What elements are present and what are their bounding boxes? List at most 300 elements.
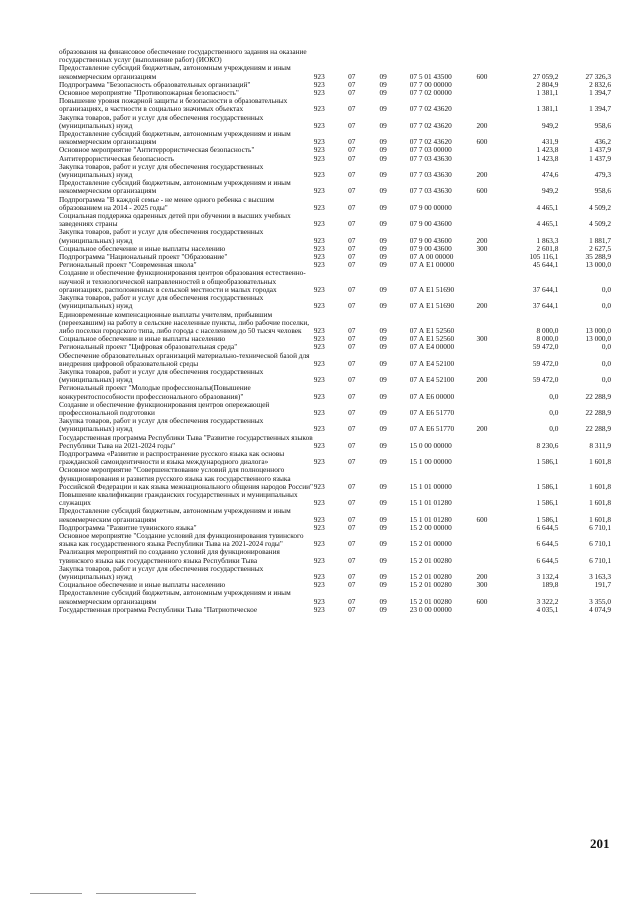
table-row <box>59 565 611 581</box>
row-section: 07 <box>348 514 356 524</box>
row-amount-year2: 6 710,1 <box>589 539 611 549</box>
row-amount-year1: 1 423,8 <box>536 145 559 155</box>
row-name: Предоставление субсидий бюджетным, автономным учреждениям и иным некоммерческим организациям <box>59 178 291 196</box>
row-section: 07 <box>348 440 356 450</box>
row-target-article: 07 5 01 43500 <box>409 71 452 81</box>
row-name: Закупка товаров, работ и услуг для обеспечения государственных (муниципальных) нужд <box>59 366 264 385</box>
row-amount-year1: 1 586,1 <box>536 514 559 524</box>
row-section: 07 <box>348 301 356 311</box>
page-number: 201 <box>590 836 610 851</box>
row-expense-type: 300 <box>476 580 488 590</box>
row-target-article: 15 2 01 00280 <box>409 596 452 606</box>
row-expense-type <box>477 434 503 450</box>
row-target-article: 15 1 00 00000 <box>409 457 452 467</box>
table-row <box>59 179 611 195</box>
row-target-article: 07 А Е1 51690 <box>409 301 455 311</box>
row-amount-year2: 2 627,5 <box>589 243 611 253</box>
row-target-article: 07 7 03 43630 <box>409 186 452 196</box>
row-target-article: 15 2 01 00280 <box>409 555 452 565</box>
bottom-rule-right <box>96 893 196 894</box>
row-grbs <box>314 48 348 64</box>
row-amount-year2: 2 832,6 <box>589 79 611 89</box>
row-section: 07 <box>348 153 356 163</box>
row-expense-type: 600 <box>476 186 488 196</box>
row-grbs: 923 <box>313 522 325 532</box>
row-section: 07 <box>348 235 356 245</box>
row-grbs: 923 <box>313 71 325 81</box>
row-name: Основное мероприятие "Совершенствование условий для полноценного функционирования и развития русского языка как государственного языка Российской Федерации и как языка межнационального общения народов России" <box>59 465 314 491</box>
row-grbs: 923 <box>313 252 325 262</box>
row-grbs: 923 <box>313 219 325 229</box>
row-amount-year1: 2 601,8 <box>536 243 559 253</box>
row-amount-year2: 1 601,8 <box>589 481 611 491</box>
row-subsection: 09 <box>379 522 387 532</box>
row-amount-year1: 6 644,5 <box>536 522 559 532</box>
table-row <box>59 269 611 294</box>
row-amount-year2 <box>558 48 611 64</box>
row-amount-year1: 45 644,1 <box>532 260 559 270</box>
row-grbs: 923 <box>313 235 325 245</box>
row-target-article: 15 1 01 00000 <box>409 481 452 491</box>
row-target-article: 07 7 03 43630 <box>409 153 452 163</box>
row-subsection <box>379 48 409 64</box>
row-name: Государственная программа Республики Тыва "Развитие государственных языков Республики Тыва на 2021-2024 годы" <box>59 432 313 450</box>
row-amount-year2: 0,0 <box>601 358 611 368</box>
row-section: 07 <box>348 539 356 549</box>
table-row <box>59 196 611 212</box>
row-name: Подпрограмма «Развитие и распространение русского языка как основы гражданской самоидентичности и языка международного диалога» <box>59 448 285 467</box>
row-section: 07 <box>348 219 356 229</box>
row-subsection: 09 <box>379 498 387 508</box>
row-grbs: 923 <box>313 79 325 89</box>
row-grbs: 923 <box>313 325 325 335</box>
row-expense-type <box>477 155 503 163</box>
row-amount-year2: 1 881,7 <box>589 235 611 245</box>
row-target-article: 07 7 02 43620 <box>409 137 452 147</box>
row-section: 07 <box>348 334 356 344</box>
row-name: Социальное обеспечение и иные выплаты населению <box>59 580 226 590</box>
row-amount-year1: 8 000,0 <box>536 325 559 335</box>
table-row <box>59 163 611 179</box>
row-grbs: 923 <box>313 481 325 491</box>
row-amount-year2: 4 509,2 <box>589 202 611 212</box>
row-amount-year1: 1 586,1 <box>536 498 559 508</box>
row-subsection: 09 <box>379 243 387 253</box>
row-target-article: 07 А Е6 00000 <box>409 391 455 401</box>
row-amount-year2: 6 710,1 <box>589 522 611 532</box>
row-amount-year1: 59 472,0 <box>532 342 559 352</box>
row-target-article: 07 7 00 00000 <box>409 79 452 89</box>
row-target-article: 07 А Е1 51690 <box>409 284 455 294</box>
row-subsection: 09 <box>379 170 387 180</box>
row-subsection: 09 <box>379 235 387 245</box>
row-amount-year1: 37 644,1 <box>532 284 559 294</box>
row-expense-type: 600 <box>476 514 488 524</box>
row-amount-year2: 1 601,8 <box>589 457 611 467</box>
row-target-article: 07 А Е4 00000 <box>409 342 455 352</box>
row-expense-type <box>477 352 503 368</box>
row-amount-year1: 0,0 <box>549 407 559 417</box>
row-amount-year2: 4 074,9 <box>589 604 611 614</box>
row-expense-type <box>477 311 503 336</box>
row-amount-year2: 958,6 <box>594 120 611 130</box>
row-name: Закупка товаров, работ и услуг для обеспечения государственных (муниципальных) нужд <box>59 227 264 245</box>
row-expense-type <box>477 548 503 564</box>
row-amount-year2: 958,6 <box>594 186 611 196</box>
row-subsection: 09 <box>379 596 387 606</box>
row-name: Основное мероприятие "Антитеррористическая безопасность" <box>59 145 255 155</box>
row-name: Региональный проект "Современная школа" <box>59 260 197 270</box>
row-expense-type <box>477 524 503 532</box>
row-expense-type: 600 <box>476 137 488 147</box>
row-section: 07 <box>348 555 356 565</box>
row-subsection: 09 <box>379 145 387 155</box>
row-section: 07 <box>348 79 356 89</box>
row-name: Социальное обеспечение и иные выплаты населению <box>59 243 226 253</box>
row-expense-type: 200 <box>476 375 488 385</box>
table-row <box>59 64 611 80</box>
row-amount-year1: 6 644,5 <box>536 539 559 549</box>
row-amount-year1: 1 586,1 <box>536 457 559 467</box>
row-target-article: 07 А 00 00000 <box>409 252 454 262</box>
row-name: Антитеррористическая безопасность <box>59 153 175 163</box>
budget-table <box>59 48 611 614</box>
row-grbs: 923 <box>313 604 325 614</box>
row-amount-year2: 436,2 <box>594 137 611 147</box>
row-amount-year1: 0,0 <box>549 424 559 434</box>
row-amount-year1: 4 465,1 <box>536 202 559 212</box>
row-subsection: 09 <box>379 71 387 81</box>
row-target-article: 07 9 00 43600 <box>409 243 452 253</box>
row-expense-type <box>477 466 503 491</box>
row-grbs: 923 <box>313 301 325 311</box>
row-name: Социальное обеспечение и иные выплаты населению <box>59 334 226 344</box>
row-expense-type <box>477 491 503 507</box>
row-subsection: 09 <box>379 219 387 229</box>
row-grbs: 923 <box>313 539 325 549</box>
row-expense-type <box>477 532 503 548</box>
row-section: 07 <box>348 596 356 606</box>
row-grbs: 923 <box>313 243 325 253</box>
row-target-article: 07 А Е4 52100 <box>409 375 455 385</box>
table-row <box>59 507 611 523</box>
row-expense-type: 200 <box>476 235 488 245</box>
row-name: Единовременные компенсационные выплаты учителям, прибывшим (переехавшим) на работу в сельские населенные пункты, либо рабочие поселки, либо поселки городского типа, либо города с населением до 50 тысяч человек <box>59 309 310 335</box>
row-section: 07 <box>348 325 356 335</box>
row-name: Подпрограмма "Безопасность образовательных организаций" <box>59 79 251 89</box>
row-grbs: 923 <box>313 342 325 352</box>
row-grbs: 923 <box>313 145 325 155</box>
row-subsection: 09 <box>379 137 387 147</box>
row-grbs: 923 <box>313 580 325 590</box>
row-grbs: 923 <box>313 284 325 294</box>
table-row <box>59 532 611 548</box>
row-grbs: 923 <box>313 572 325 581</box>
row-section: 07 <box>348 604 356 614</box>
row-name: Повышение квалификации гражданских государственных и муниципальных служащих <box>59 489 298 508</box>
row-section: 07 <box>348 481 356 491</box>
row-amount-year2: 479,3 <box>594 170 611 180</box>
row-expense-type <box>477 81 503 89</box>
row-amount-year1: 4 035,1 <box>536 604 559 614</box>
row-subsection: 09 <box>379 539 387 549</box>
row-grbs: 923 <box>313 375 325 385</box>
row-section: 07 <box>348 498 356 508</box>
row-section: 07 <box>348 260 356 270</box>
row-expense-type <box>477 401 503 417</box>
table-row <box>59 130 611 146</box>
row-section: 07 <box>348 342 356 352</box>
row-target-article: 07 9 00 43600 <box>409 219 452 229</box>
row-name: Региональный проект "Цифровая образовательная среда" <box>59 342 238 352</box>
row-expense-type: 200 <box>476 170 488 180</box>
row-target-article: 15 2 01 00280 <box>409 580 452 590</box>
table-row <box>59 48 611 64</box>
row-amount-year1: 4 465,1 <box>536 219 559 229</box>
row-target-article <box>410 48 477 64</box>
row-expense-type <box>477 146 503 154</box>
row-grbs: 923 <box>313 88 325 98</box>
row-amount-year1: 474,6 <box>541 170 559 180</box>
row-expense-type <box>477 450 503 466</box>
bottom-rule-left <box>30 893 82 894</box>
row-subsection: 09 <box>379 481 387 491</box>
row-section: 07 <box>348 137 356 147</box>
row-target-article: 07 А Е4 52100 <box>409 358 455 368</box>
row-name: Основное мероприятие "Создание условий для функционирования тувинского языка как государственного языка Республики Тыва на 2021-2024 годы" <box>59 530 304 549</box>
row-amount-year2: 13 000,0 <box>585 334 611 344</box>
table-row <box>59 401 611 417</box>
row-expense-type: 600 <box>476 596 488 606</box>
budget-table-body <box>59 48 611 614</box>
row-target-article: 15 1 01 01280 <box>409 514 452 524</box>
row-section: 07 <box>348 88 356 98</box>
row-target-article: 15 0 00 00000 <box>409 440 452 450</box>
row-subsection: 09 <box>379 284 387 294</box>
row-grbs: 923 <box>313 170 325 180</box>
row-expense-type <box>477 343 503 351</box>
row-grbs: 923 <box>313 186 325 196</box>
row-amount-year1: 59 472,0 <box>532 358 559 368</box>
row-amount-year1: 37 644,1 <box>532 301 559 311</box>
row-expense-type <box>477 212 503 228</box>
row-name: Региональный проект "Молодые профессионалы(Повышение конкурентоспособности профессионального образования)" <box>59 383 251 401</box>
row-grbs: 923 <box>313 260 325 270</box>
row-expense-type <box>477 196 503 212</box>
row-amount-year2: 1 437,9 <box>589 145 611 155</box>
row-amount-year1: 27 059,2 <box>532 71 559 81</box>
table-row <box>59 114 611 130</box>
row-name: Подпрограмма "Национальный проект "Образование" <box>59 252 228 262</box>
row-name: Реализация мероприятий по созданию условий для функционирования тувинского языка как государственного языка Республики Тыва <box>59 547 280 565</box>
table-row <box>59 352 611 368</box>
row-subsection: 09 <box>379 604 387 614</box>
row-grbs: 923 <box>313 120 325 130</box>
row-section <box>348 48 379 64</box>
row-amount-year2: 3 355,0 <box>589 596 611 606</box>
row-amount-year1: 189,8 <box>541 580 559 590</box>
row-amount-year2: 1 394,7 <box>589 104 611 114</box>
row-expense-type: 200 <box>476 572 488 581</box>
row-grbs: 923 <box>313 555 325 565</box>
row-amount-year2: 13 000,0 <box>585 260 611 270</box>
row-subsection: 09 <box>379 391 387 401</box>
row-amount-year2: 27 326,3 <box>585 71 611 81</box>
row-target-article: 07 А Е1 00000 <box>409 260 455 270</box>
row-section: 07 <box>348 202 356 212</box>
row-section: 07 <box>348 358 356 368</box>
row-subsection: 09 <box>379 301 387 311</box>
row-name: Государственная программа Республики Тыва "Патриотическое <box>59 604 258 614</box>
row-subsection: 09 <box>379 342 387 352</box>
row-name: образования на финансовое обеспечение государственного задания на оказание государственных услуг (выполнение работ) (ИОКО) <box>59 47 307 65</box>
row-section: 07 <box>348 391 356 401</box>
row-amount-year1: 949,2 <box>541 186 559 196</box>
row-amount-year2: 1 437,9 <box>589 153 611 163</box>
row-target-article: 07 9 00 00000 <box>409 202 452 212</box>
row-target-article: 07 А Е1 52560 <box>409 325 455 335</box>
row-section: 07 <box>348 145 356 155</box>
table-row <box>59 548 611 564</box>
row-amount-year2: 1 601,8 <box>589 498 611 508</box>
row-subsection: 09 <box>379 252 387 262</box>
table-row <box>59 491 611 507</box>
row-amount-year1: 1 381,1 <box>536 88 559 98</box>
row-name: Создание и обеспечение функционирования центров опережающей профессиональной подготовки <box>59 399 270 417</box>
row-target-article: 23 0 00 00000 <box>409 604 452 614</box>
table-row <box>59 228 611 244</box>
row-amount-year2: 6 710,1 <box>589 555 611 565</box>
row-amount-year2: 3 163,3 <box>589 572 611 581</box>
row-amount-year1: 949,2 <box>541 120 559 130</box>
table-row <box>59 97 611 113</box>
row-amount-year2: 0,0 <box>601 301 611 311</box>
row-name: Обеспечение образовательных организаций материально-технической базой для внедрения цифровой образовательной среды <box>59 350 310 368</box>
row-target-article: 15 2 01 00280 <box>409 572 452 581</box>
row-subsection: 09 <box>379 457 387 467</box>
row-expense-type: 300 <box>476 334 488 344</box>
row-amount-year2: 1 394,7 <box>589 88 611 98</box>
row-amount-year2: 22 288,9 <box>585 407 611 417</box>
row-grbs: 923 <box>313 440 325 450</box>
row-section: 07 <box>348 522 356 532</box>
row-section: 07 <box>348 375 356 385</box>
row-subsection: 09 <box>379 325 387 335</box>
row-amount-year1: 6 644,5 <box>536 555 559 565</box>
table-row <box>59 589 611 605</box>
row-amount-year1: 1 863,3 <box>536 235 559 245</box>
row-name: Закупка товаров, работ и услуг для обеспечения государственных (муниципальных) нужд <box>59 161 264 180</box>
row-amount-year1: 0,0 <box>549 391 559 401</box>
row-grbs: 923 <box>313 407 325 417</box>
row-grbs: 923 <box>313 424 325 434</box>
row-grbs: 923 <box>313 391 325 401</box>
row-grbs: 923 <box>313 153 325 163</box>
row-section: 07 <box>348 424 356 434</box>
row-target-article: 07 А Е1 52560 <box>409 334 455 344</box>
row-amount-year2: 0,0 <box>601 342 611 352</box>
row-amount-year2: 191,7 <box>594 580 611 590</box>
row-expense-type <box>477 253 503 261</box>
row-amount-year2: 4 509,2 <box>589 219 611 229</box>
row-grbs: 923 <box>313 104 325 114</box>
row-target-article: 07 А Е6 51770 <box>409 424 455 434</box>
row-subsection: 09 <box>379 375 387 385</box>
row-expense-type: 600 <box>476 71 488 81</box>
row-section: 07 <box>348 572 356 581</box>
row-grbs: 923 <box>313 457 325 467</box>
row-grbs: 923 <box>313 137 325 147</box>
table-row <box>59 311 611 336</box>
row-section: 07 <box>348 186 356 196</box>
row-amount-year1: 2 804,9 <box>536 79 559 89</box>
row-amount-year1: 431,9 <box>541 137 559 147</box>
row-target-article: 15 2 00 00000 <box>409 522 452 532</box>
row-section: 07 <box>348 252 356 262</box>
row-amount-year1: 1 381,1 <box>536 104 559 114</box>
row-subsection: 09 <box>379 407 387 417</box>
row-section: 07 <box>348 120 356 130</box>
row-target-article: 07 7 02 43620 <box>409 120 452 130</box>
row-target-article: 15 1 01 01280 <box>409 498 452 508</box>
row-subsection: 09 <box>379 580 387 590</box>
row-amount-year1: 1 586,1 <box>536 481 559 491</box>
row-grbs: 923 <box>313 334 325 344</box>
table-row <box>59 212 611 228</box>
row-section: 07 <box>348 457 356 467</box>
row-expense-type <box>477 48 503 64</box>
row-subsection: 09 <box>379 358 387 368</box>
row-subsection: 09 <box>379 424 387 434</box>
row-section: 07 <box>348 104 356 114</box>
row-amount-year1: 3 132,4 <box>536 572 559 581</box>
row-amount-year2: 13 000,0 <box>585 325 611 335</box>
row-amount-year2: 1 601,8 <box>589 514 611 524</box>
row-name: Основное мероприятие "Противопожарная безопасность" <box>59 88 239 98</box>
row-subsection: 09 <box>379 555 387 565</box>
row-subsection: 09 <box>379 440 387 450</box>
row-name: Закупка товаров, работ и услуг для обеспечения государственных (муниципальных) нужд <box>59 112 264 130</box>
table-row <box>59 368 611 384</box>
row-amount-year1: 1 423,8 <box>536 153 559 163</box>
row-amount-year2: 0,0 <box>601 375 611 385</box>
row-name: Повышение уровня пожарной защиты и безопасности в образовательных организациях, в частности в социально значимых объектах <box>59 96 288 114</box>
row-expense-type <box>477 261 503 269</box>
table-row <box>59 466 611 491</box>
row-expense-type <box>477 269 503 294</box>
row-amount-year1: 3 322,2 <box>536 596 559 606</box>
row-name: Закупка товаров, работ и услуг для обеспечения государственных (муниципальных) нужд <box>59 293 264 311</box>
row-subsection: 09 <box>379 104 387 114</box>
row-grbs: 923 <box>313 596 325 606</box>
table-row <box>59 450 611 466</box>
row-amount-year1: 8 230,6 <box>536 440 559 450</box>
row-subsection: 09 <box>379 153 387 163</box>
row-name: Предоставление субсидий бюджетным, автономным учреждениям и иным некоммерческим организациям <box>59 63 291 81</box>
row-expense-type <box>477 606 503 614</box>
row-name: Создание и обеспечение функционирования центров образования естественно-научной и технологической направленностей в общеобразовательных организациях, расположенных в сельской местности и малых городах <box>59 268 306 294</box>
row-name: Подпрограмма "В каждой семье - не менее одного ребенка с высшим образованием на 2014 - 2025 годы" <box>59 194 275 212</box>
row-amount-year1: 8 000,0 <box>536 334 559 344</box>
table-row <box>59 417 611 433</box>
row-target-article: 07 7 03 43630 <box>409 170 452 180</box>
row-name: Предоставление субсидий бюджетным, автономным учреждениям и иным некоммерческим организациям <box>59 129 291 147</box>
row-name: Закупка товаров, работ и услуг для обеспечения государственных (муниципальных) нужд <box>59 563 264 581</box>
row-subsection: 09 <box>379 334 387 344</box>
row-name: Подпрограмма "Развитие тувинского языка" <box>59 522 197 532</box>
table-row <box>59 294 611 310</box>
row-section: 07 <box>348 170 356 180</box>
